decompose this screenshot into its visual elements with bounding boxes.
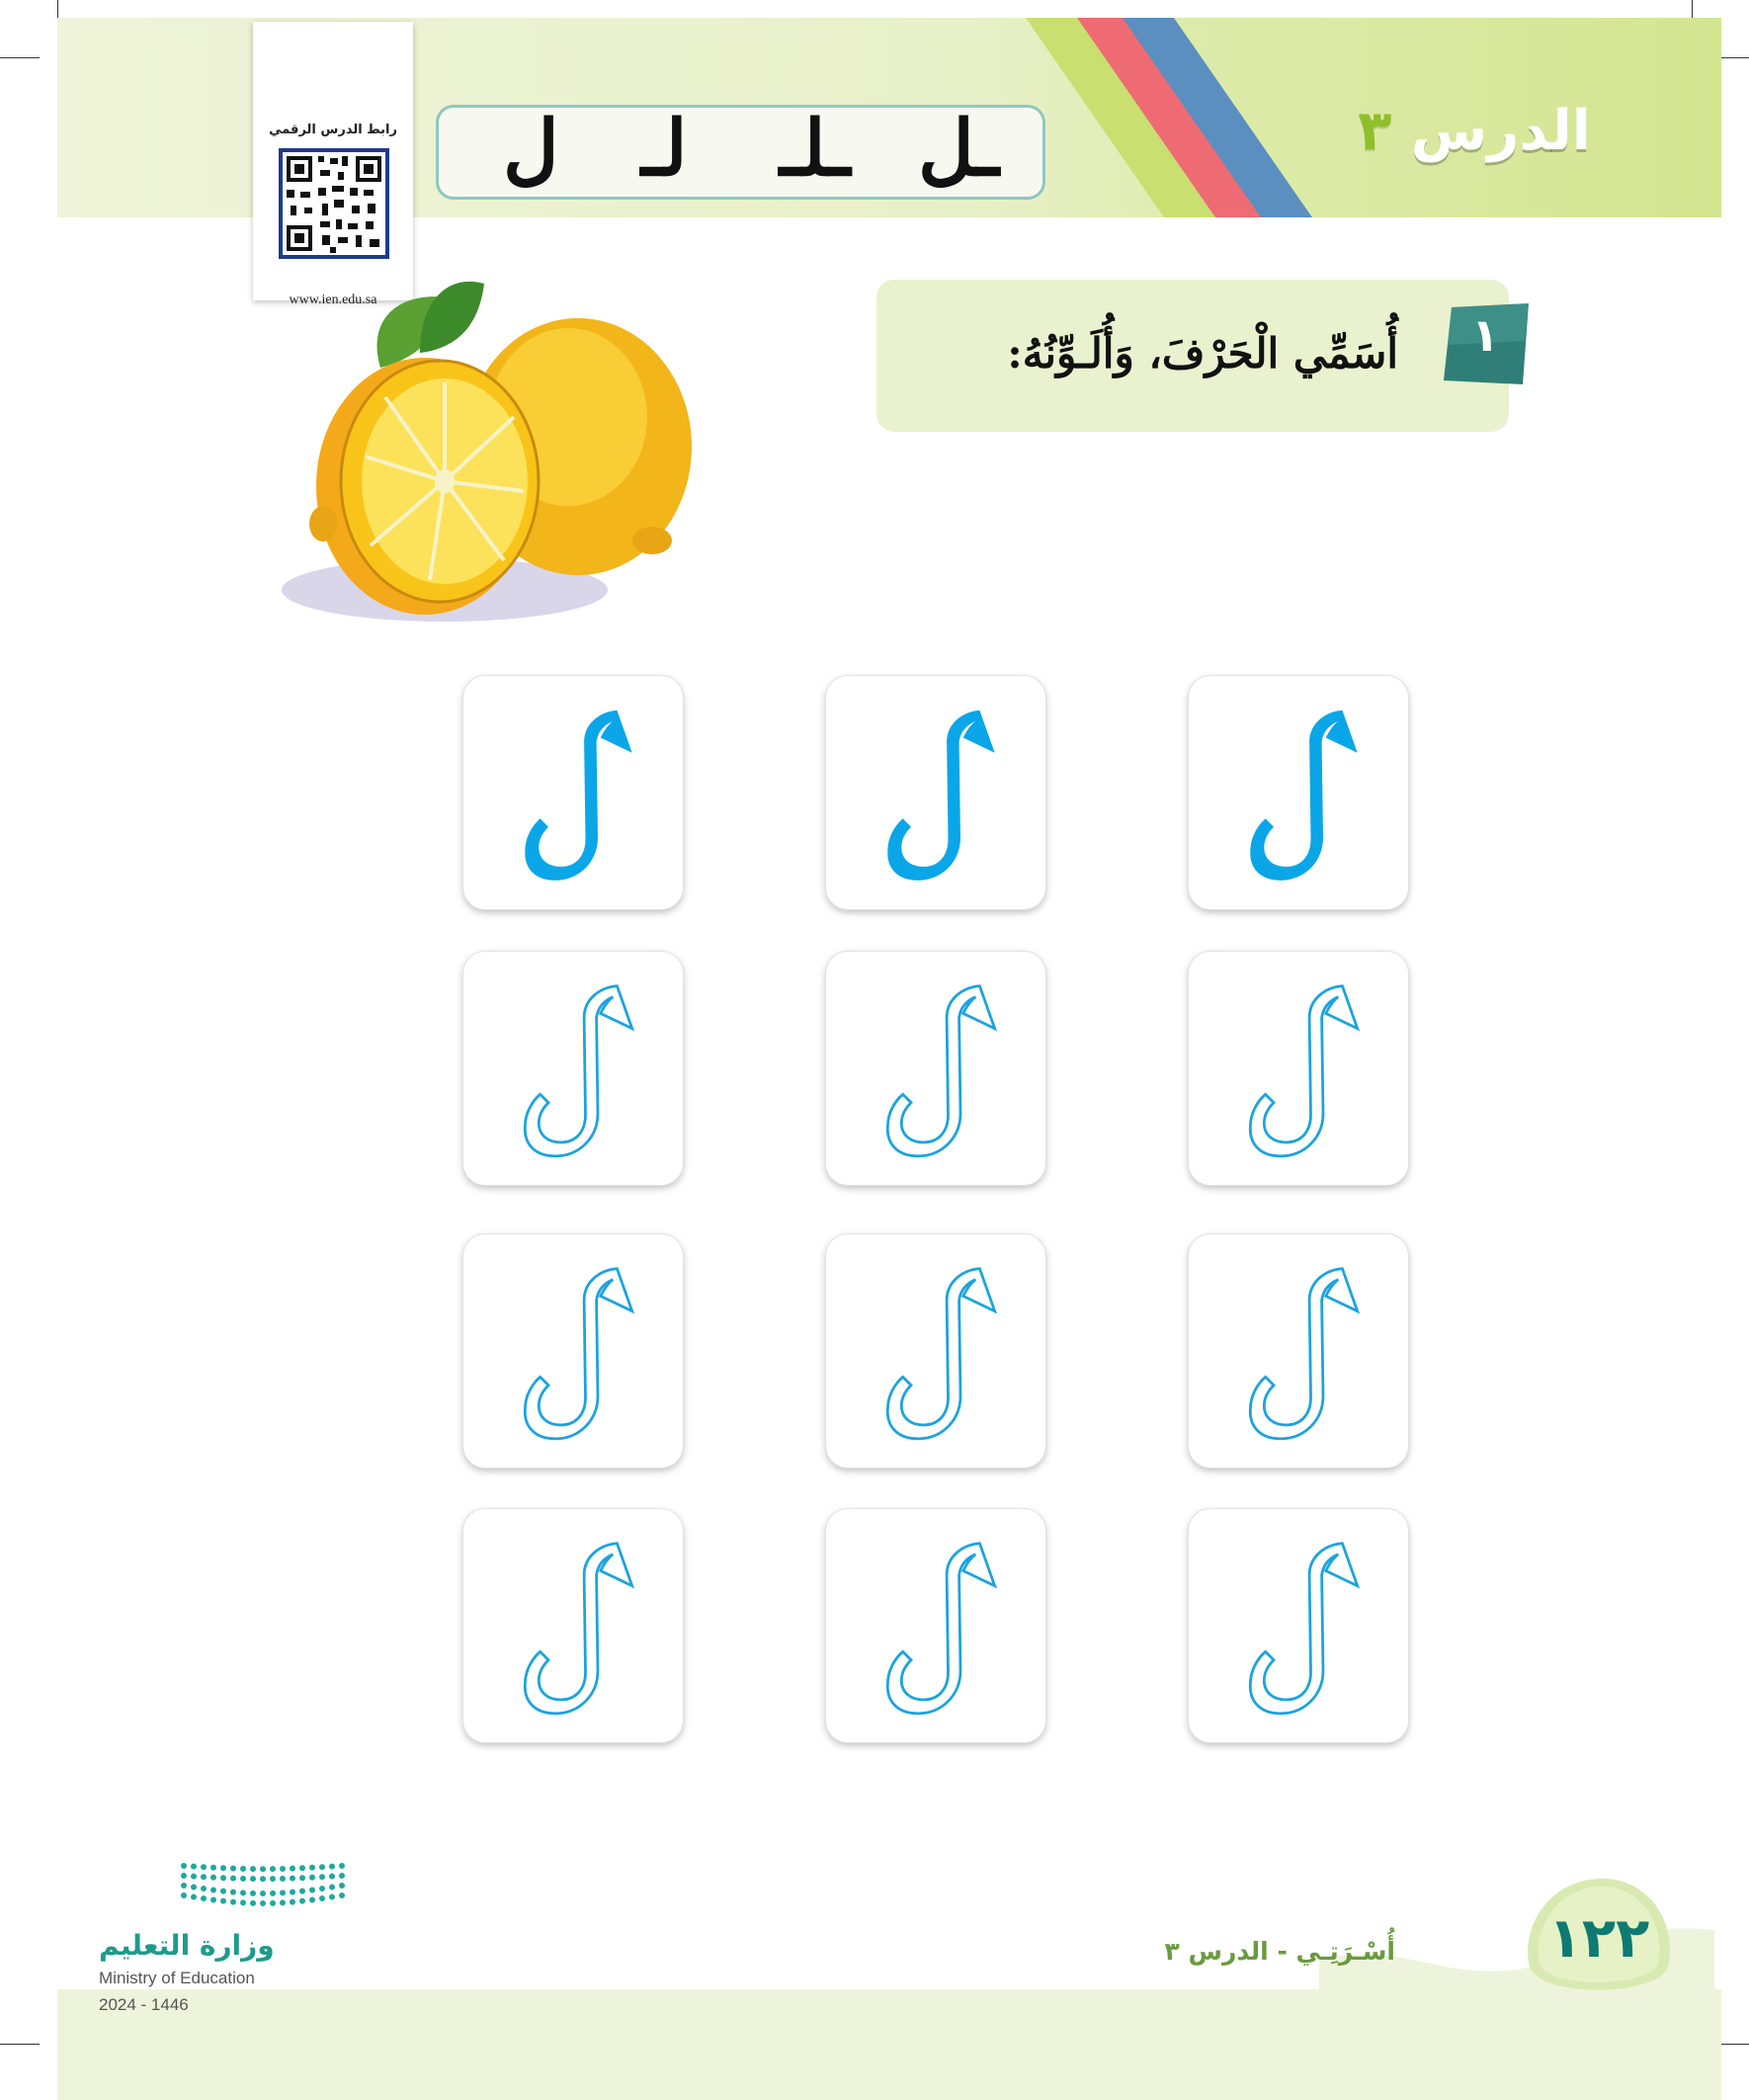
letter-tile[interactable]: [1189, 1509, 1408, 1742]
letter-tile[interactable]: [463, 952, 683, 1185]
letter-tile[interactable]: [463, 1509, 683, 1742]
lesson-label: الدرس: [1410, 99, 1591, 163]
qr-label: رابط الدرس الرقمي: [269, 123, 397, 137]
letter-tile[interactable]: [1189, 1234, 1408, 1468]
ministry-name-en: Ministry of Education: [99, 1969, 255, 1987]
edition-year: 2024 - 1446: [99, 1995, 189, 2014]
letter-forms-bar: [436, 105, 1045, 200]
letter-tile[interactable]: [463, 1234, 683, 1468]
page-number: ١٢٢: [1547, 1906, 1650, 1971]
letter-outline-icon[interactable]: [1189, 1509, 1408, 1742]
letter-tile[interactable]: [826, 1234, 1045, 1468]
letter-form: ل: [503, 104, 559, 194]
qr-url[interactable]: www.ien.edu.sa: [289, 293, 377, 307]
lemon-icon: [272, 259, 707, 634]
vision-logo-icon: [178, 1860, 356, 1907]
step-number: ١: [1470, 308, 1500, 362]
letter-outline-icon[interactable]: [826, 1234, 1045, 1468]
instruction-text: أُسَمِّي الْحَرْفَ، وَأُلَـوِّنُهُ:: [1007, 329, 1398, 378]
lesson-number: ٣: [1358, 99, 1392, 163]
letter-form: لـ: [641, 104, 688, 194]
letter-tile[interactable]: [463, 676, 683, 909]
letter-filled-icon[interactable]: [463, 676, 683, 909]
letter-outline-icon[interactable]: [1189, 952, 1408, 1185]
instruction-box: [876, 280, 1509, 432]
letter-outline-icon[interactable]: [463, 1509, 683, 1742]
letter-tile[interactable]: [826, 676, 1045, 909]
letter-form: ـل: [918, 104, 999, 194]
letter-form: ـلـ: [780, 104, 851, 194]
letter-filled-icon[interactable]: [826, 676, 1045, 909]
letter-outline-icon[interactable]: [1189, 1234, 1408, 1468]
footer-unit-text: أُسْـرَتِـي - الدرس ٣: [1164, 1937, 1395, 1966]
footer-band: [57, 1989, 1721, 2100]
letter-tile[interactable]: [1189, 952, 1408, 1185]
letter-tile[interactable]: [826, 952, 1045, 1185]
letter-filled-icon[interactable]: [1189, 676, 1408, 909]
letter-outline-icon[interactable]: [463, 952, 683, 1185]
letter-tile[interactable]: [826, 1509, 1045, 1742]
lesson-title: [1358, 99, 1591, 163]
letter-tile[interactable]: [1189, 676, 1408, 909]
letter-outline-icon[interactable]: [463, 1234, 683, 1468]
letter-outline-icon[interactable]: [826, 1509, 1045, 1742]
letter-outline-icon[interactable]: [826, 952, 1045, 1185]
ministry-name-ar: وزارة التعليم: [99, 1929, 275, 1962]
